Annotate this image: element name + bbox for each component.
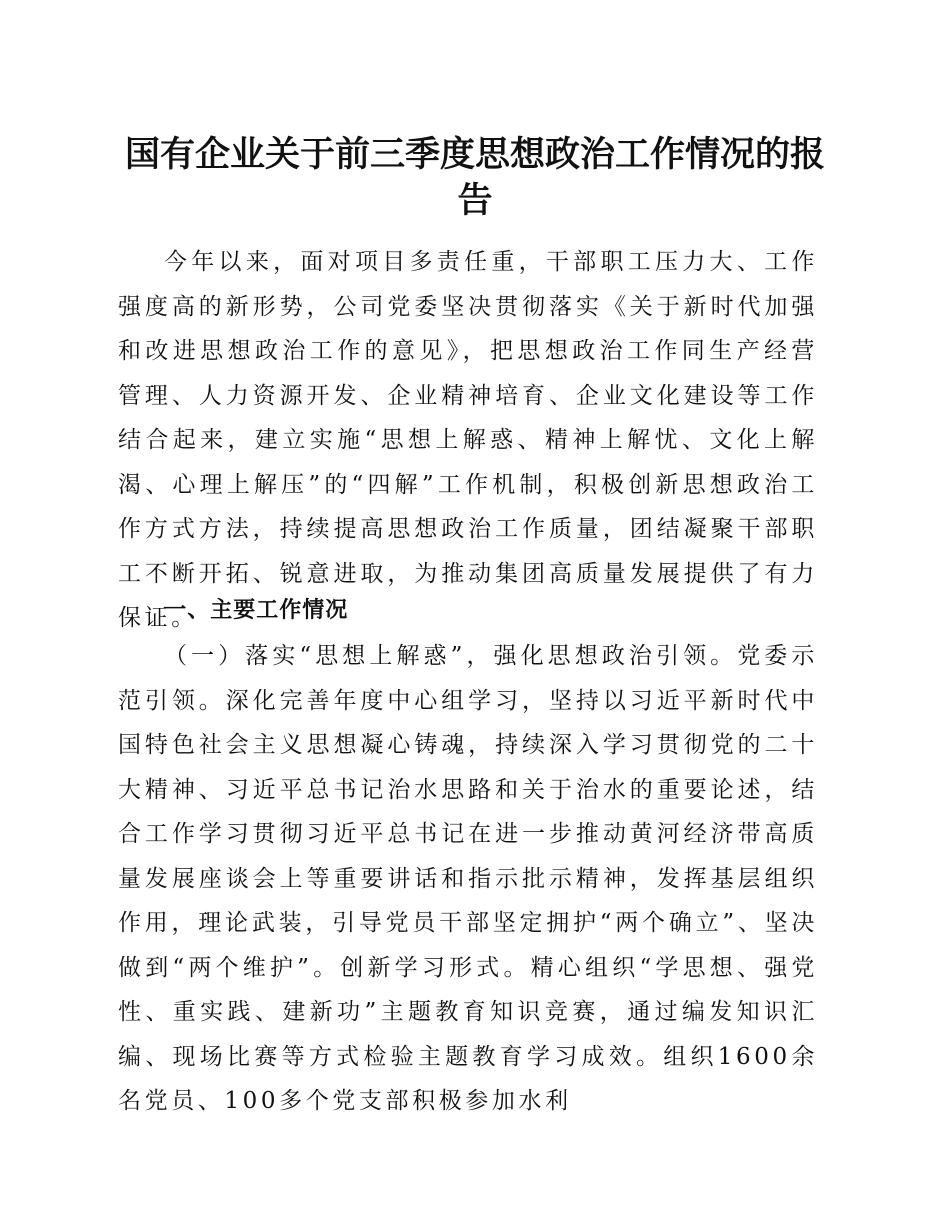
section-body <box>118 634 818 1124</box>
section-heading: 一、主要工作情况 <box>164 598 349 623</box>
section-heading-block <box>118 589 818 634</box>
intro-section <box>118 240 818 641</box>
intro-paragraph: 今年以来，面对项目多责任重，干部职工压力大、工作强度高的新形势，公司党委坚决贯彻落实《关于新时代加强和改进思想政治工作的意见》，把思想政治工作同生产经营管理、人力资源开发、企业精神培育、企业文化建设等工作结合起来，建立实施“思想上解惑、精神上解忧、文化上解渴、心理上解压”的“四解”工作机制，积极创新思想政治工作方式方法，持续提高思想政治工作质量，团结凝聚干部职工不断开拓、锐意进取，为推动集团高质量发展提供了有力保证。 <box>118 249 818 631</box>
section-paragraph: （一）落实“思想上解惑”，强化思想政治引领。党委示范引领。深化完善年度中心组学习，坚持以习近平新时代中国特色社会主义思想凝心铸魂，持续深入学习贯彻党的二十大精神、习近平总书记治水思路和关于治水的重要论述，结合工作学习贯彻习近平总书记在进一步推动黄河经济带高质量发展座谈会上等重要讲话和指示批示精神，发挥基层组织作用，理论武装，引导党员干部坚定拥护“两个确立”、坚决做到“两个维护”。创新学习形式。精心组织“学思想、强党性、重实践、建新功”主题教育知识竞赛，通过编发知识汇编、现场比赛等方式检验主题教育学习成效。组织1600余名党员、100多个党支部积极参加水利 <box>118 643 818 1114</box>
document-title: 国有企业关于前三季度思想政治工作情况的报告 <box>124 135 825 221</box>
